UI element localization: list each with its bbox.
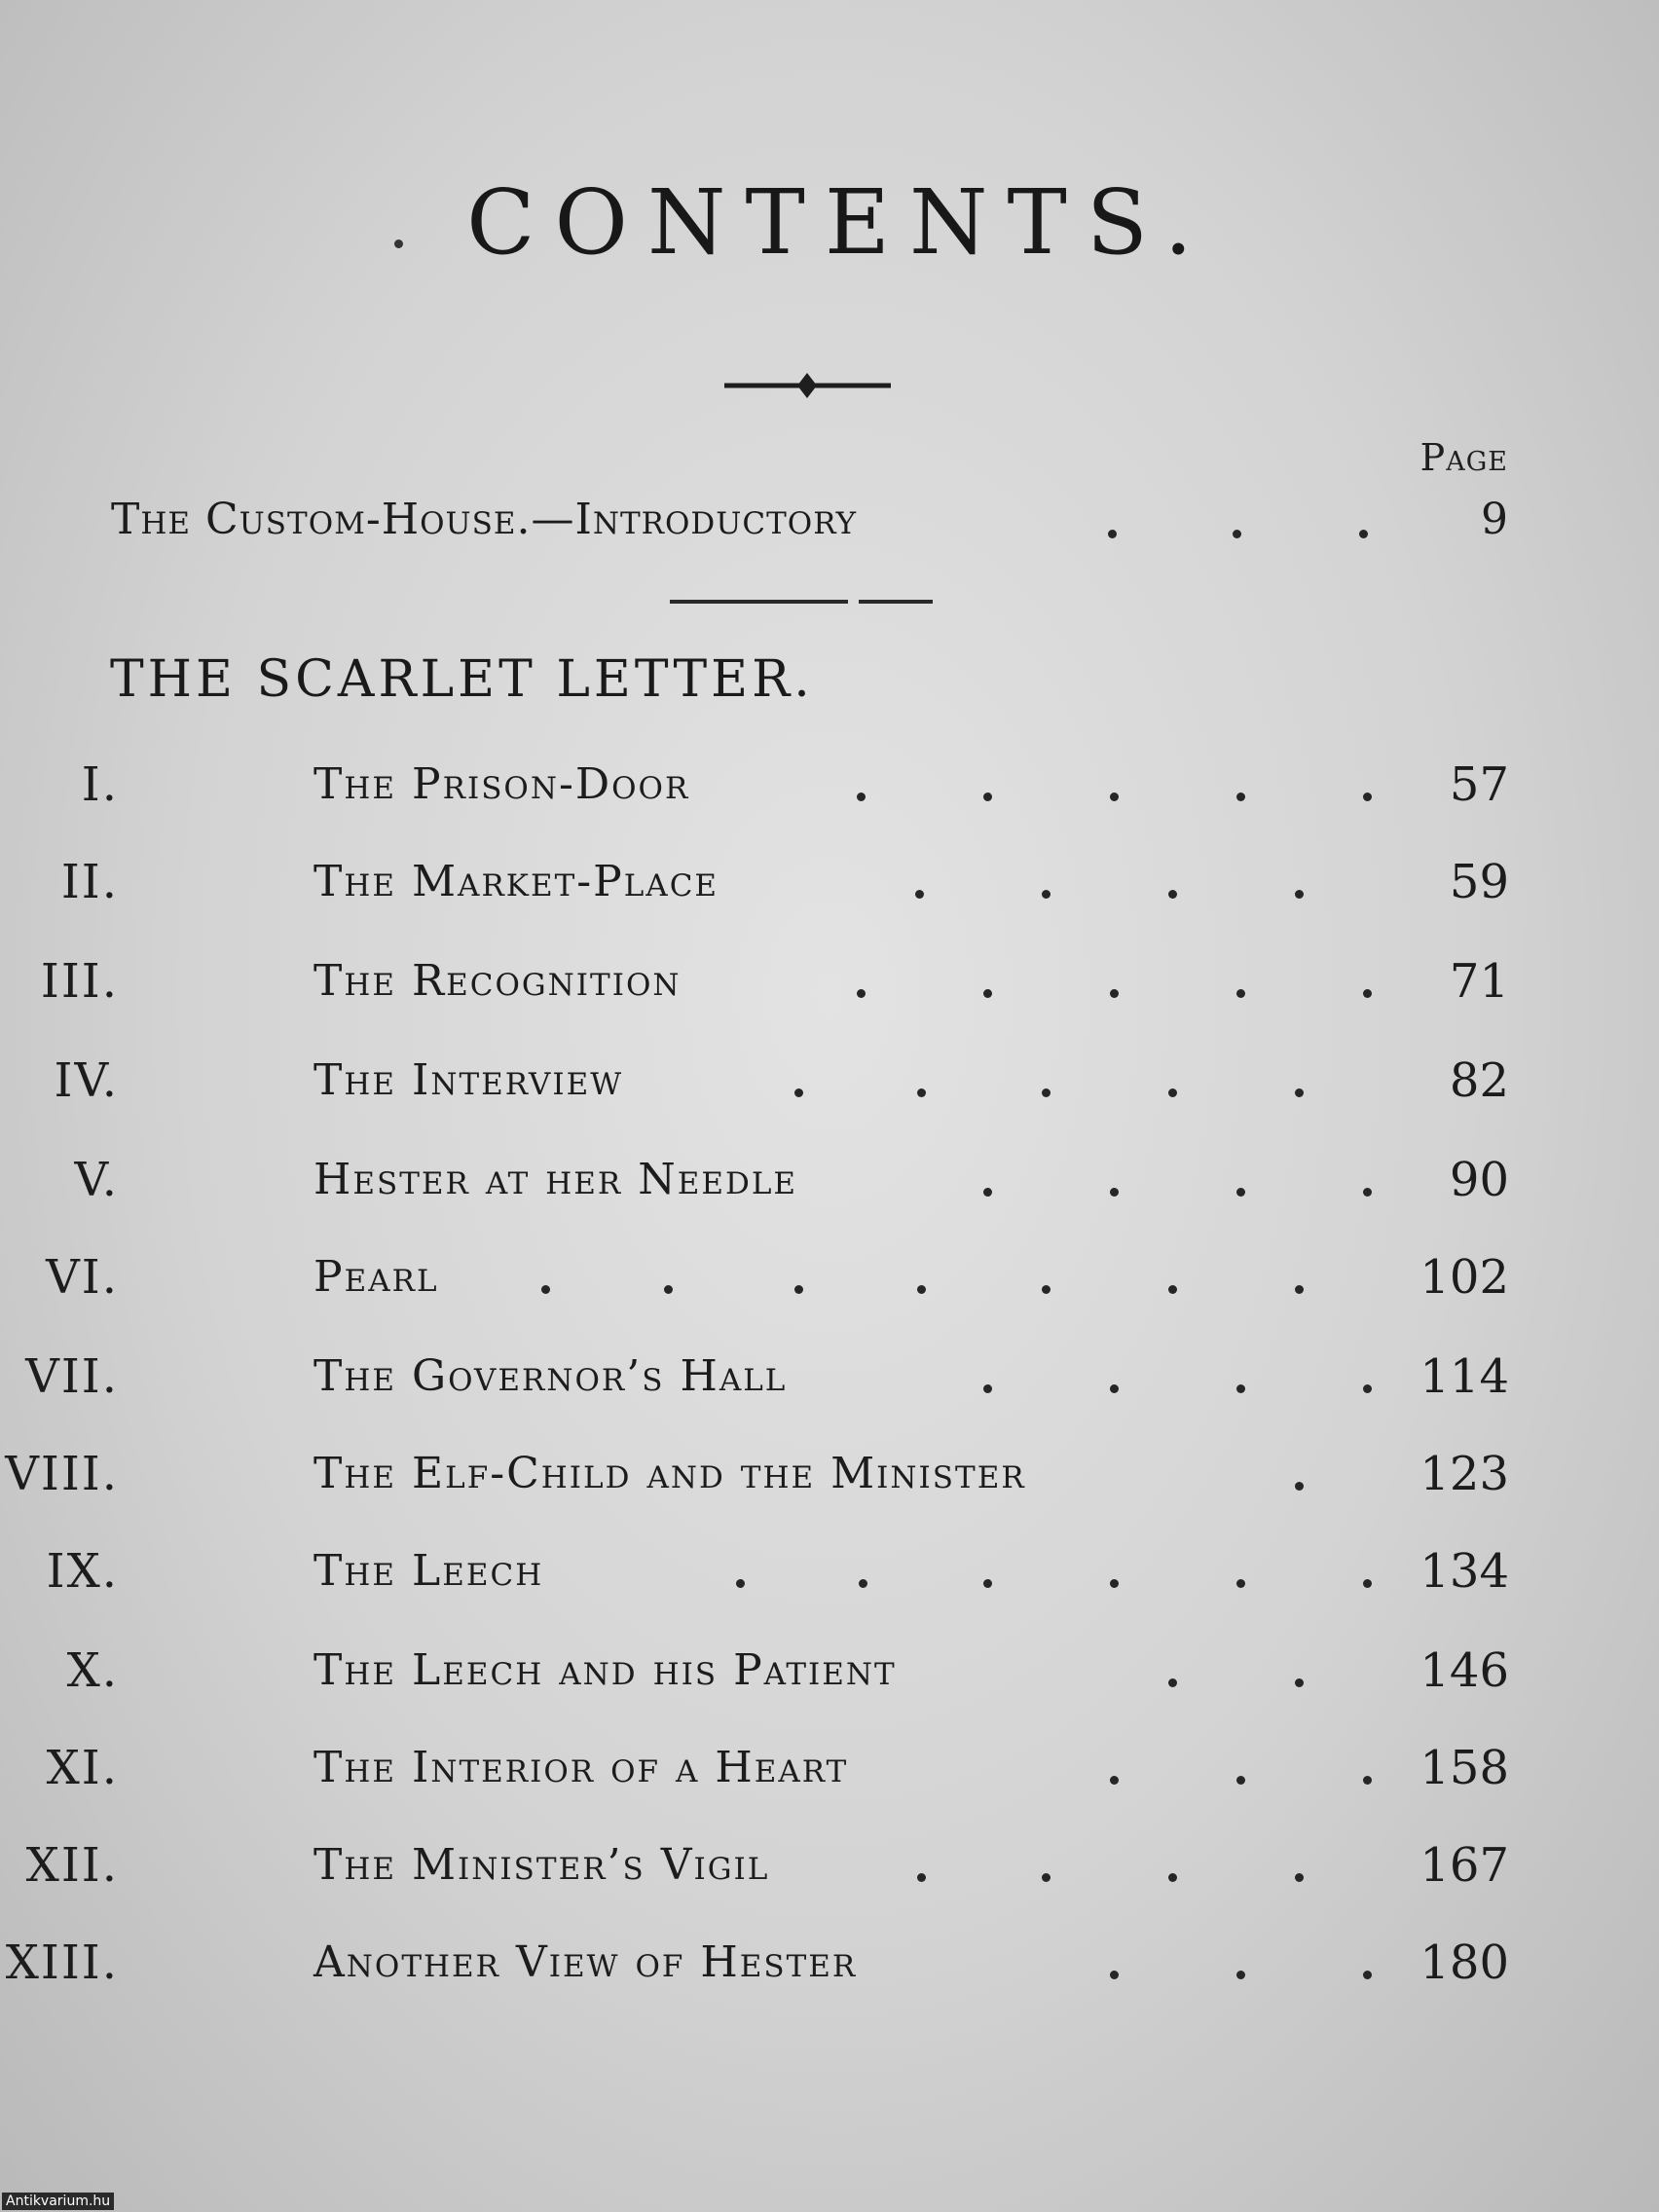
chapter-title: The Governor’s Hall	[313, 1351, 788, 1401]
chapter-page: 114	[1419, 1349, 1509, 1404]
watermark: Antikvarium.hu	[2, 2193, 114, 2210]
leader-dot	[1108, 530, 1117, 538]
chapter-entry	[0, 1643, 1509, 1712]
leader-dot	[983, 1188, 992, 1197]
chapter-entry	[0, 1349, 1509, 1418]
leader-dot	[1236, 1384, 1245, 1393]
chapter-page: 146	[1419, 1643, 1509, 1698]
leader-dot	[1363, 989, 1372, 998]
leader-dot	[857, 989, 866, 998]
chapter-title: The Interior of a Heart	[313, 1743, 849, 1792]
leader-dot	[541, 1285, 550, 1294]
leader-dot	[1295, 1088, 1304, 1097]
leader-dot	[1110, 1971, 1119, 1979]
leader-dot	[915, 890, 924, 899]
chapter-number: XIII.	[5, 1936, 119, 1990]
leader-dot	[1110, 1384, 1119, 1393]
section-rule	[859, 600, 933, 604]
chapter-number: XII.	[25, 1838, 119, 1893]
leader-dot	[1168, 1873, 1177, 1882]
chapter-entry	[0, 1936, 1509, 2004]
leader-dot	[1042, 1088, 1051, 1097]
leader-dot	[1236, 1579, 1245, 1588]
page-heading: CONTENTS.	[466, 170, 1212, 275]
leader-dot	[1042, 1285, 1051, 1294]
chapter-page: 167	[1419, 1838, 1509, 1893]
chapter-entry	[0, 1447, 1509, 1515]
chapter-title: The Leech and his Patient	[313, 1645, 897, 1695]
chapter-entry	[0, 1053, 1509, 1122]
leader-dot	[1363, 1776, 1372, 1785]
leader-dot	[1363, 793, 1372, 801]
chapter-title: Pearl	[313, 1252, 439, 1302]
leader-dot	[917, 1285, 926, 1294]
chapter-title: The Minister’s Vigil	[313, 1840, 770, 1890]
leader-dot	[1363, 1188, 1372, 1197]
chapter-page: 82	[1449, 1053, 1509, 1108]
chapter-title: The Prison-Door	[313, 759, 690, 809]
chapter-page: 134	[1419, 1544, 1509, 1599]
leader-dot	[1236, 1776, 1245, 1785]
chapter-number: III.	[40, 954, 119, 1009]
chapter-page: 180	[1419, 1936, 1509, 1990]
leader-dot	[1236, 793, 1245, 801]
chapter-number: X.	[66, 1643, 119, 1698]
chapter-entry	[0, 1741, 1509, 1809]
leader-dot	[1110, 1776, 1119, 1785]
chapter-number: V.	[74, 1153, 119, 1207]
chapter-page: 158	[1419, 1741, 1509, 1795]
leader-dot	[1168, 1678, 1177, 1687]
leader-dot	[1363, 1971, 1372, 1979]
chapter-title: The Market-Place	[313, 857, 719, 906]
chapter-entry	[0, 1838, 1509, 1906]
leader-dot	[1042, 1873, 1051, 1882]
leader-dot	[1363, 1579, 1372, 1588]
chapter-number: VIII.	[5, 1447, 119, 1501]
chapter-page: 123	[1419, 1447, 1509, 1501]
leader-dot	[917, 1088, 926, 1097]
leader-dot	[917, 1873, 926, 1882]
leader-dot	[1295, 1285, 1304, 1294]
divider-ornament	[722, 370, 893, 401]
chapter-page: 90	[1449, 1153, 1509, 1207]
leader-dot	[736, 1579, 745, 1588]
chapter-number: IX.	[46, 1544, 119, 1599]
leader-dot	[1168, 1088, 1177, 1097]
leader-dot	[1236, 989, 1245, 998]
chapter-entry	[0, 855, 1509, 923]
leader-dot	[1110, 1188, 1119, 1197]
section-title: THE SCARLET LETTER.	[110, 650, 814, 709]
leader-dot	[1168, 890, 1177, 899]
leader-dot	[1295, 890, 1304, 899]
leader-dot	[1295, 1678, 1304, 1687]
chapter-number: VII.	[25, 1349, 119, 1404]
chapter-entry	[0, 1544, 1509, 1612]
leader-dot	[1363, 1384, 1372, 1393]
leader-dot	[1110, 1579, 1119, 1588]
leader-dot	[1359, 530, 1368, 538]
leader-dot	[664, 1285, 673, 1294]
leader-dot	[1168, 1285, 1177, 1294]
chapter-number: VI.	[46, 1250, 119, 1305]
leader-dot	[1233, 530, 1241, 538]
leader-dot	[983, 1579, 992, 1588]
leader-dot	[983, 1384, 992, 1393]
leader-dot	[857, 793, 866, 801]
intro-entry	[111, 495, 1509, 553]
chapter-page: 71	[1449, 954, 1509, 1009]
chapter-title: The Recognition	[313, 956, 682, 1006]
leader-dot	[794, 1088, 803, 1097]
leader-dot	[1042, 890, 1051, 899]
chapter-title: The Leech	[313, 1546, 544, 1596]
chapter-number: II.	[60, 855, 119, 909]
leader-dot	[983, 989, 992, 998]
chapter-entry	[0, 1250, 1509, 1318]
chapter-title: The Interview	[313, 1055, 624, 1105]
chapter-title: Hester at her Needle	[313, 1155, 798, 1204]
leader-dot	[859, 1579, 867, 1588]
chapter-entry	[0, 757, 1509, 826]
chapter-page: 102	[1419, 1250, 1509, 1305]
leader-dot	[1295, 1873, 1304, 1882]
chapter-page: 57	[1449, 757, 1509, 812]
leader-dot	[794, 1285, 803, 1294]
chapter-title: Another View of Hester	[313, 1937, 858, 1987]
page-column-label: Page	[1419, 436, 1508, 479]
chapter-entry	[0, 1153, 1509, 1221]
chapter-number: XI.	[46, 1741, 119, 1795]
chapter-page: 59	[1449, 855, 1509, 909]
leader-dot	[1110, 989, 1119, 998]
chapter-number: IV.	[54, 1053, 119, 1108]
chapter-number: I.	[81, 757, 119, 812]
intro-entry-page: 9	[1481, 495, 1509, 544]
section-rule	[670, 600, 848, 604]
leader-dot	[1236, 1971, 1245, 1979]
chapter-title: The Elf-Child and the Minister	[313, 1449, 1026, 1498]
leader-dot	[1236, 1188, 1245, 1197]
leader-dot	[1295, 1482, 1304, 1491]
leader-dot	[1110, 793, 1119, 801]
leader-dot	[983, 793, 992, 801]
intro-entry-title: The Custom-House.—Introductory	[111, 495, 858, 544]
chapter-entry	[0, 954, 1509, 1022]
